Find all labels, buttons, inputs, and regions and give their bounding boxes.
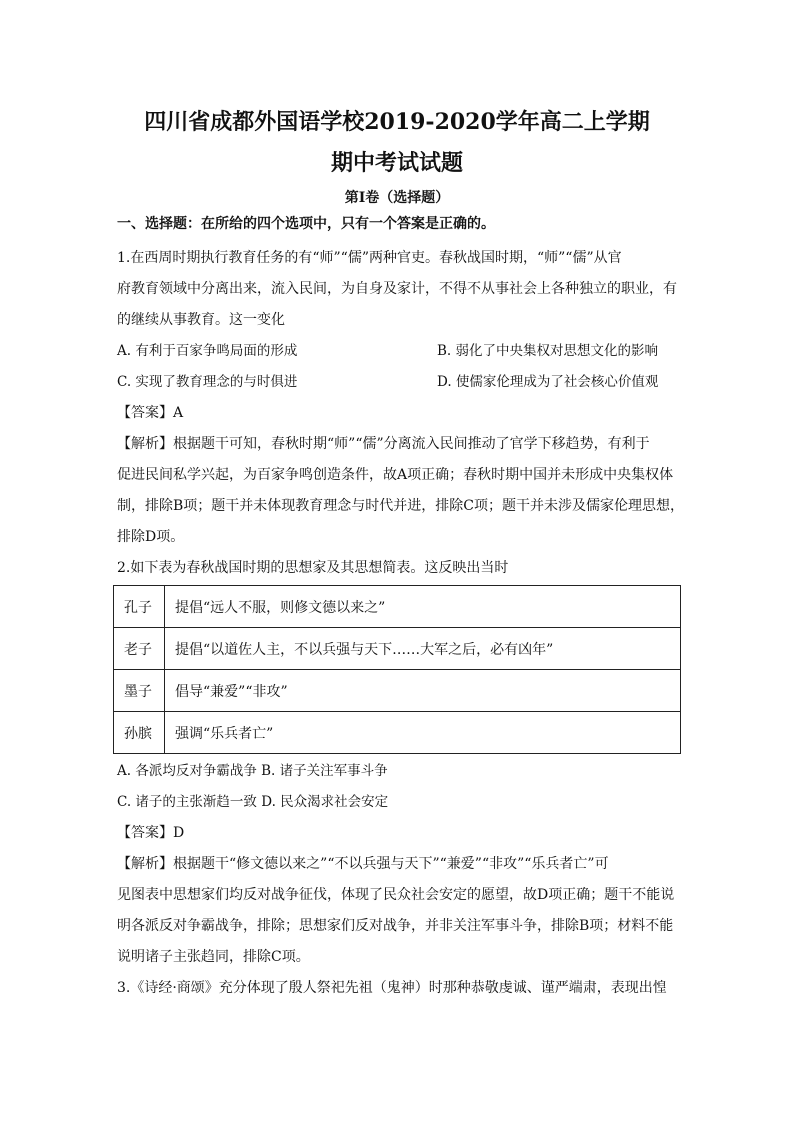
thinker-name: 孙膑 <box>114 712 165 754</box>
q3-stem: 3.《诗经·商颂》充分体现了殷人祭祀先祖（鬼神）时那种恭敬虔诚、谨严端肃，表现出惶 <box>117 980 667 996</box>
q2-analysis-line3: 明各派反对争霸战争，排除；思想家们反对战争，并非关注军事斗争，排除B项；材料不能 <box>117 918 674 934</box>
exam-title-line1: 四川省成都外国语学校2019-2020学年高二上学期 <box>144 109 650 135</box>
q2-options-line1: A. 各派均反对争霸战争 B. 诸子关注军事斗争 <box>117 763 388 779</box>
thinkers-table <box>113 585 681 754</box>
q1-analysis-line3: 制，排除B项；题干并未体现教育理念与时代并进，排除C项；题干并未涉及儒家伦理思想， <box>117 498 684 514</box>
q1-stem-line1: 1.在西周时期执行教育任务的有“师”“儒”两种官吏。春秋战国时期，“师”“儒”从官 <box>117 250 622 266</box>
thinker-name: 孔子 <box>114 586 165 628</box>
table-row <box>114 670 681 712</box>
q2-stem: 2.如下表为春秋战国时期的思想家及其思想简表。这反映出当时 <box>117 560 509 576</box>
q1-option-c: C. 实现了教育理念的与时俱进 <box>117 374 298 390</box>
table-row <box>114 712 681 754</box>
q1-stem-line3: 的继续从事教育。这一变化 <box>117 312 285 328</box>
q2-analysis-line4: 说明诸子主张趋同，排除C项。 <box>117 949 310 965</box>
table-row <box>114 628 681 670</box>
q1-option-a: A. 有利于百家争鸣局面的形成 <box>117 343 298 359</box>
q2-analysis-line2: 见图表中思想家们均反对战争征伐，体现了民众社会安定的愿望，故D项正确；题干不能说 <box>117 887 675 903</box>
q1-answer: 【答案】A <box>117 405 184 421</box>
q1-analysis-line2: 促进民间私学兴起，为百家争鸣创造条件，故A项正确；春秋时期中国并未形成中央集权体 <box>117 467 674 483</box>
instruction: 一、选择题：在所给的四个选项中，只有一个答案是正确的。 <box>117 216 495 232</box>
exam-title-line2: 期中考试试题 <box>330 150 463 176</box>
thinker-name: 老子 <box>114 628 165 670</box>
thinker-idea: 强调“乐兵者亡” <box>165 712 681 754</box>
q1-option-b: B. 弱化了中央集权对思想文化的影响 <box>437 343 659 359</box>
q2-options-line2: C. 诸子的主张渐趋一致 D. 民众渴求社会安定 <box>117 794 389 810</box>
q1-stem-line2: 府教育领域中分离出来，流入民间，为自身及家计，不得不从事社会上各种独立的职业，有 <box>117 281 677 297</box>
section-heading: 第Ⅰ卷（选择题） <box>344 190 450 206</box>
q2-answer: 【答案】D <box>117 825 185 841</box>
thinker-idea: 提倡“远人不服，则修文德以来之” <box>165 586 681 628</box>
q1-analysis-line1: 【解析】根据题干可知，春秋时期“师”“儒”分离流入民间推动了官学下移趋势，有利于 <box>117 436 650 452</box>
q2-analysis-line1: 【解析】根据题干“修文德以来之”“不以兵强与天下”“兼爱”“非攻”“乐兵者亡”可 <box>117 856 609 872</box>
table-row <box>114 586 681 628</box>
q1-analysis-line4: 排除D项。 <box>117 529 185 545</box>
thinker-name: 墨子 <box>114 670 165 712</box>
thinker-idea: 提倡“以道佐人主，不以兵强与天下……大军之后，必有凶年” <box>165 628 681 670</box>
q1-option-d: D. 使儒家伦理成为了社会核心价值观 <box>437 374 659 390</box>
thinker-idea: 倡导“兼爱”“非攻” <box>165 670 681 712</box>
